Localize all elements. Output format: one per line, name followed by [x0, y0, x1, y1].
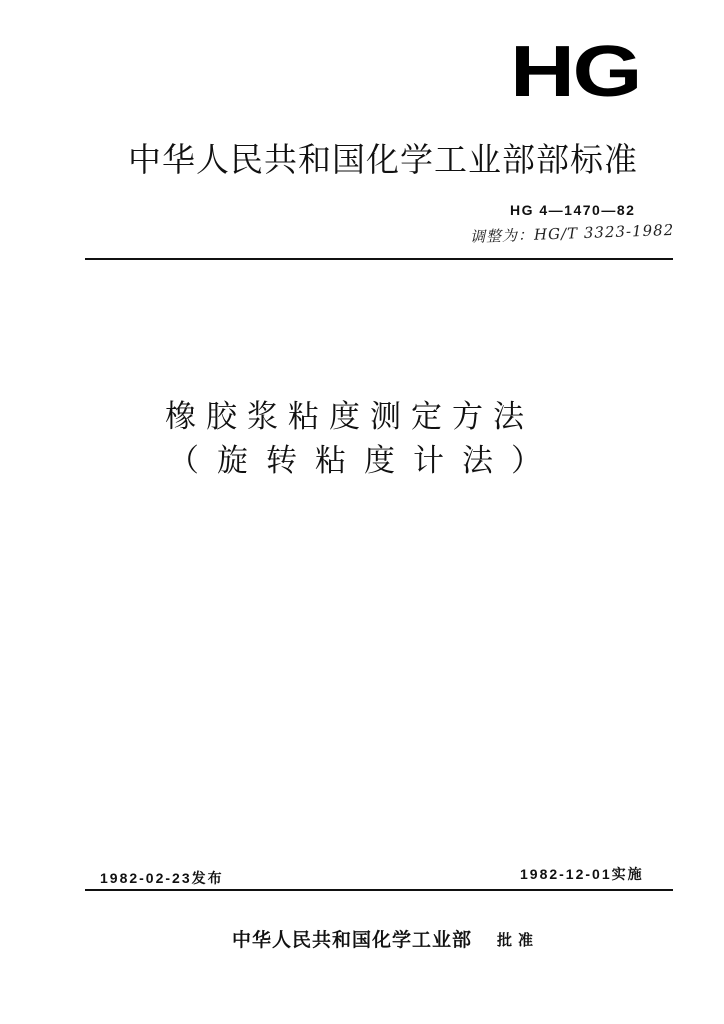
issue-date: 1982-02-23发布: [100, 870, 224, 886]
handwritten-note: 调整为：HG/T 3323-1982: [469, 220, 675, 246]
standard-code: HG 4—1470—82: [510, 202, 636, 218]
bottom-divider: [85, 889, 673, 891]
approving-authority: 中华人民共和国化学工业部: [232, 929, 473, 951]
organization-title: 中华人民共和国化学工业部部标准: [128, 140, 638, 179]
top-divider: [85, 258, 673, 260]
hg-logo: HG: [510, 32, 640, 112]
implementation-date: 1982-12-01实施: [520, 866, 644, 882]
document-subtitle: （旋转粘度计法）: [168, 443, 560, 479]
approve-label: 批准: [497, 931, 540, 949]
document-title: 橡胶浆粘度测定方法: [165, 399, 534, 435]
